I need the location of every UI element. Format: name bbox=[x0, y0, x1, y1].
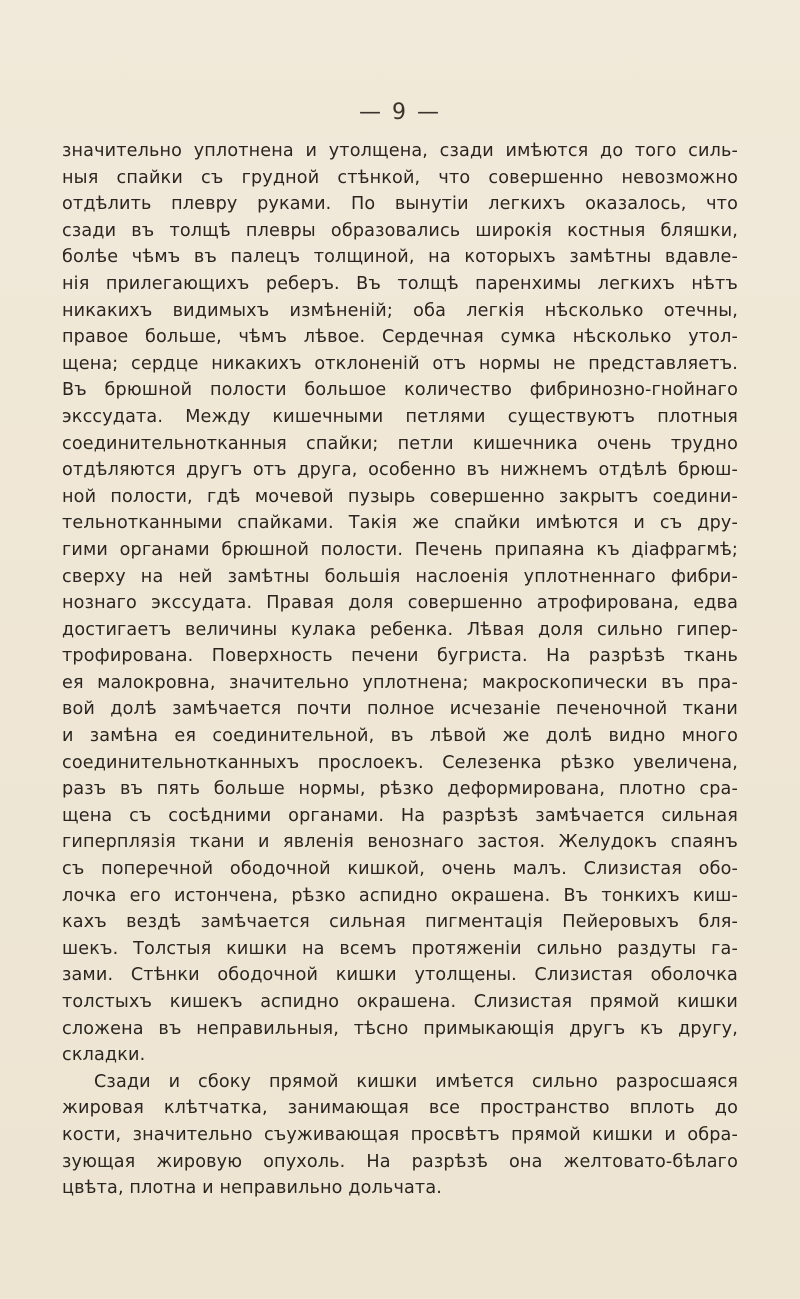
text-line: зами. Стѣнки ободочной кишки утолщены. Слизистая оболочка bbox=[62, 965, 738, 986]
text-line: Въ брюшной полости большое количество фибринозно-гнойнаго bbox=[62, 380, 738, 401]
text-line: значительно уплотнена и утолщена, сзади имѣются до того силь- bbox=[62, 141, 738, 161]
text-line: ныя спайки съ грудной стѣнкой, что совершенно невозможно bbox=[62, 167, 738, 188]
text-line: вой долѣ замѣчается почти полное исчезаніе печеночной ткани bbox=[62, 699, 738, 720]
text-line: кахъ вездѣ замѣчается сильная пигментація Пейеровыхъ бля- bbox=[62, 912, 738, 933]
text-line: достигаетъ величины кулака ребенка. Лѣвая доля сильно гипер- bbox=[62, 619, 738, 640]
text-line: ной полости, гдѣ мочевой пузырь совершенно закрытъ соедини- bbox=[62, 486, 738, 507]
text-line: отдѣлить плевру руками. По вынутіи легкихъ оказалось, что bbox=[62, 194, 738, 215]
text-line: правое больше, чѣмъ лѣвое. Сердечная сумка нѣсколько утол- bbox=[62, 327, 738, 348]
text-line: жировая клѣтчатка, занимающая все пространство вплоть до bbox=[62, 1098, 738, 1119]
text-line: нознаго экссудата. Правая доля совершенно атрофирована, едва bbox=[62, 593, 738, 614]
paragraph-end-line: складки. bbox=[62, 1045, 146, 1066]
text-line: лочка его истончена, рѣзко аспидно окрашена. Въ тонкихъ киш- bbox=[62, 885, 738, 906]
text-line: зующая жировую опухоль. На разрѣзѣ она желтовато-бѣлаго bbox=[62, 1151, 738, 1172]
text-line: шекъ. Толстыя кишки на всемъ протяженіи сильно раздуты га- bbox=[62, 938, 738, 959]
text-line: соединительнотканныхъ прослоекъ. Селезенка рѣзко увеличена, bbox=[62, 752, 738, 773]
text-line: никакихъ видимыхъ измѣненій; оба легкія нѣсколько отечны, bbox=[62, 300, 738, 321]
text-line: ея малокровна, значительно уплотнена; макроскопически въ пра- bbox=[62, 672, 738, 693]
text-line: съ поперечной ободочной кишкой, очень малъ. Слизистая обо- bbox=[62, 859, 738, 880]
text-line: толстыхъ кишекъ аспидно окрашена. Слизистая прямой кишки bbox=[62, 992, 738, 1012]
text-line: и замѣна ея соединительной, въ лѣвой же долѣ видно много bbox=[62, 726, 738, 747]
text-line: отдѣляются другъ отъ друга, особенно въ нижнемъ отдѣлѣ брюш- bbox=[62, 460, 738, 481]
text-line: сверху на ней замѣтны большія наслоенія уплотненнаго фибри- bbox=[62, 566, 738, 587]
text-line: щена съ сосѣдними органами. На разрѣзѣ замѣчается сильная bbox=[62, 805, 738, 826]
text-line: щена; сердце никакихъ отклоненій отъ нормы не представляетъ. bbox=[62, 353, 738, 374]
text-line: экссудата. Между кишечными петлями существуютъ плотныя bbox=[62, 406, 738, 427]
text-line: трофирована. Поверхность печени бугриста. На разрѣзѣ ткань bbox=[62, 646, 738, 667]
text-line: разъ въ пять больше нормы, рѣзко деформирована, плотно сра- bbox=[62, 779, 738, 800]
text-line: гиперплязія ткани и явленія венознаго застоя. Желудокъ спаянъ bbox=[62, 832, 738, 853]
paragraph-end-line: цвѣта, плотна и неправильно дольчата. bbox=[62, 1178, 442, 1199]
text-line: нія прилегающихъ реберъ. Въ толщѣ паренхимы легкихъ нѣтъ bbox=[62, 273, 738, 294]
text-line: сзади въ толщѣ плевры образовались широкія костныя бляшки, bbox=[62, 220, 738, 241]
text-line: гими органами брюшной полости. Печень припаяна къ діафрагмѣ; bbox=[62, 539, 738, 560]
text-line: кости, значительно съуживающая просвѣтъ прямой кишки и обра- bbox=[62, 1124, 738, 1145]
paragraph-start-line: Сзади и сбоку прямой кишки имѣется сильно разросшаяся bbox=[94, 1071, 738, 1092]
body-text bbox=[62, 138, 738, 1202]
text-line: сложена въ неправильныя, тѣсно примыкающія другъ къ другу, bbox=[62, 1018, 738, 1039]
text-line: тельнотканными спайками. Такія же спайки имѣются и съ дру- bbox=[62, 513, 738, 534]
page-number: — 9 — bbox=[359, 100, 441, 125]
text-line: болѣе чѣмъ въ палецъ толщиной, на которыхъ замѣтны вдавле- bbox=[62, 247, 738, 268]
text-line: соединительнотканныя спайки; петли кишечника очень трудно bbox=[62, 433, 738, 454]
